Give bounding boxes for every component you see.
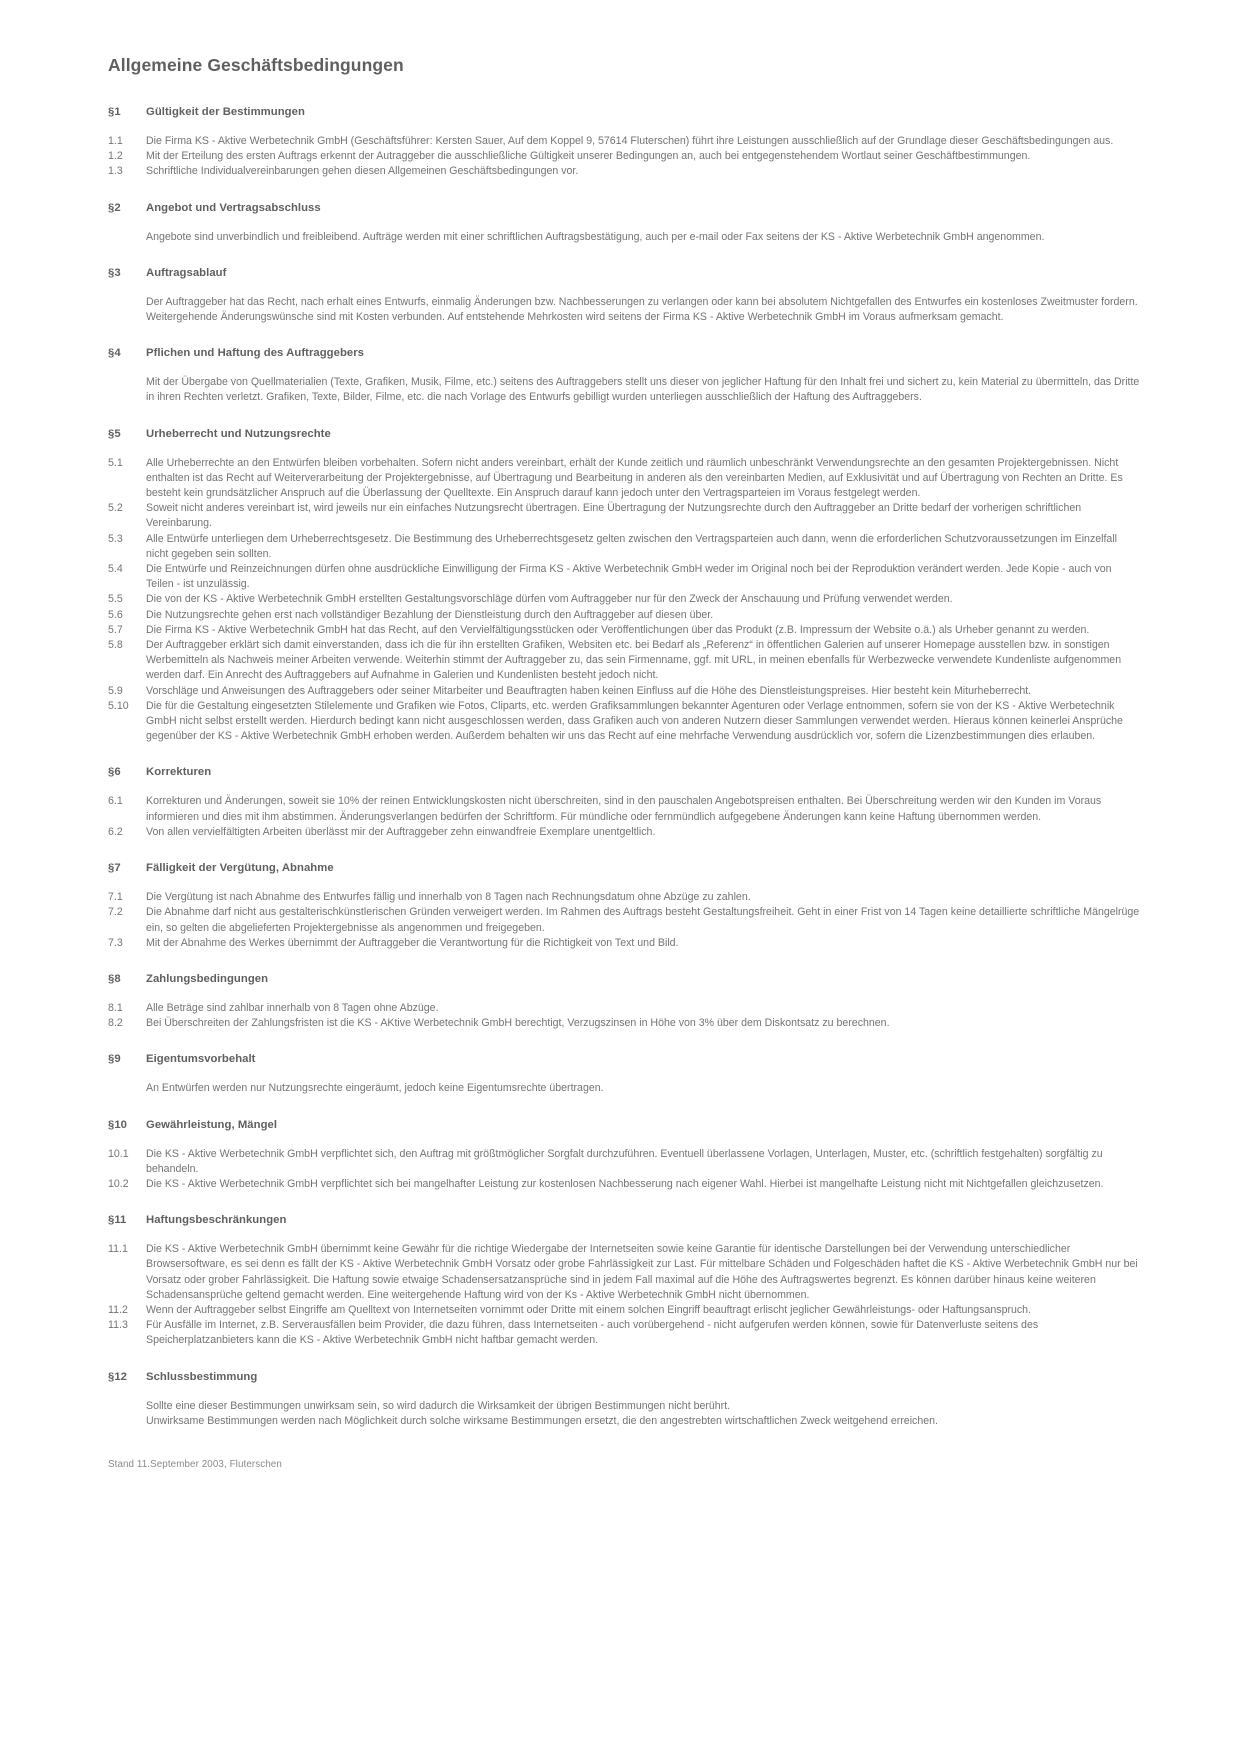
section-number: §9 <box>108 1053 121 1066</box>
section <box>108 1371 1140 1429</box>
clause-number: 5.1 <box>108 456 123 469</box>
clause <box>108 1303 1140 1318</box>
clause <box>108 164 1140 179</box>
clause <box>108 134 1140 149</box>
section-heading <box>108 1119 1140 1131</box>
section-title: Angebot und Vertragsabschluss <box>146 201 321 214</box>
clause-list <box>108 1399 1140 1429</box>
clause <box>108 623 1140 638</box>
clause-text: Die KS - Aktive Werbetechnik GmbH verpflichtet sich, den Auftrag mit größtmöglicher Sorgfalt durchzuführen. Eventuell überlassene Vorlagen, Unterlagen, Muster, etc. (schriftlich festgehalten) sorgfältig zu behandeln. <box>146 1147 1103 1175</box>
clause-number: 8.1 <box>108 1001 123 1014</box>
section-number: §11 <box>108 1214 127 1227</box>
section <box>108 1053 1140 1096</box>
clause-text: Die von der KS - Aktive Werbetechnik GmbH erstellten Gestaltungsvorschläge dürfen vom Auftraggeber nur für den Zweck der Anschauung und Prüfung verwendet werden. <box>146 593 953 606</box>
clause-text: Unwirksame Bestimmungen werden nach Möglichkeit durch solche wirksame Bestimmungen ersetzt, die den angestrebten wirtschaftlichen Zweck weitgehend erreichen. <box>146 1414 938 1427</box>
clause-text: Die Firma KS - Aktive Werbetechnik GmbH hat das Recht, auf den Vervielfältigungsstücken oder Veröffentlichungen über das Produkt (z.B. Impressum der Website o.ä.) als Urheber genannt zu werden. <box>146 623 1090 636</box>
clause-text: Korrekturen und Änderungen, soweit sie 10% der reinen Entwicklungskosten nicht überschreiten, sind in den pauschalen Angebotspreisen enthalten. Bei Überschreitung werden wir den Kunden im Voraus informieren und dies mit ihm abstimmen. Änderungsverlangen bedürfen der Schriftform. Für mündliche oder fernmündlich aufgegebene Änderungen kann keine Haftung übernommen werden. <box>146 795 1102 823</box>
clause-number: 11.1 <box>108 1243 128 1256</box>
clause <box>108 794 1140 824</box>
section-title: Gültigkeit der Bestimmungen <box>146 106 305 118</box>
section-title: Pflichen und Haftung des Auftraggebers <box>146 347 365 360</box>
clause-number: 5.10 <box>108 699 129 712</box>
clause-text: Die Nutzungsrechte gehen erst nach vollständiger Bezahlung der Dienstleistung durch den Auftraggeber auf diesen über. <box>146 608 714 621</box>
clause-list <box>108 230 1140 245</box>
clause-text: Wenn der Auftraggeber selbst Eingriffe am Quelltext von Internetseiten vornimmt oder Dritte mit einem solchen Eingriff beauftragt erlischt jeglicher Gewährleistungs- oder Haftungsanspruch. <box>146 1303 1032 1316</box>
section-title: Urheberrecht und Nutzungsrechte <box>146 427 331 440</box>
clause <box>108 825 1140 840</box>
clause-number: 10.2 <box>108 1177 129 1190</box>
clause <box>108 1081 1140 1096</box>
clause-number: 7.3 <box>108 936 123 949</box>
section <box>108 1119 1140 1193</box>
clause <box>108 295 1140 325</box>
section-heading <box>108 202 1140 214</box>
clause-number: 5.7 <box>108 623 123 636</box>
section <box>108 1214 1140 1348</box>
section-number: §3 <box>108 266 121 279</box>
section-heading <box>108 1053 1140 1065</box>
clause-text: An Entwürfen werden nur Nutzungsrechte eingeräumt, jedoch keine Eigentumsrechte übertragen. <box>146 1082 604 1095</box>
section-number: §1 <box>108 106 121 118</box>
clause-number: 5.5 <box>108 593 123 606</box>
clause <box>108 1016 1140 1031</box>
clause-list <box>108 1001 1140 1031</box>
clause <box>108 592 1140 607</box>
clause-text: Alle Beträge sind zahlbar innerhalb von 8 Tagen ohne Abzüge. <box>146 1001 439 1014</box>
clause-list <box>108 1147 1140 1193</box>
clause-number: 7.2 <box>108 906 123 919</box>
clause-number: 6.1 <box>108 795 123 808</box>
clause-text: Für Ausfälle im Internet, z.B. Serverausfällen beim Provider, die dazu führen, dass Internetseiten - auch vorübergehend - nicht aufgerufen werden können, sowie für Datenverluste seitens des Speicherplatzanbieters kann die KS - Aktive Werbetechnik GmbH nicht haftbar gemacht werden. <box>146 1319 1039 1347</box>
clause-number: 7.1 <box>108 891 123 904</box>
section-title: Fälligkeit der Vergütung, Abnahme <box>146 862 334 875</box>
sections-container <box>108 106 1140 1429</box>
clause-list <box>108 295 1140 325</box>
page-title: Allgemeine Geschäftsbedingungen <box>108 55 404 75</box>
clause-text: Die Vergütung ist nach Abnahme des Entwurfes fällig und innerhalb von 8 Tagen nach Rechnungsdatum ohne Abzüge zu zahlen. <box>146 891 751 904</box>
section <box>108 267 1140 325</box>
section <box>108 862 1140 951</box>
clause <box>108 1001 1140 1016</box>
clause-text: Die Abnahme darf nicht aus gestalterischkünstlerischen Gründen verweigert werden. Im Rahmen des Auftrags besteht Gestaltungsfreiheit. Geht in einer Frist von 14 Tagen keine detaillierte schriftliche Mängelrüge ein, so gelten die abgelieferten Projektergebnisse als angenommen und freigegeben. <box>146 906 1140 934</box>
clause-text: Soweit nicht anderes vereinbart ist, wird jeweils nur ein einfaches Nutzungsrecht übertragen. Eine Übertragung der Nutzungsrechte durch den Auftraggeber an Dritte bedarf der vorherigen schriftlichen Vereinbarung. <box>146 502 1082 530</box>
section-heading <box>108 347 1140 359</box>
clause-text: Die Firma KS - Aktive Werbetechnik GmbH (Geschäftsführer: Kersten Sauer, Auf dem Koppel 9, 57614 Fluterschen) führt ihre Leistungen ausschließlich auf der Grundlage dieser Geschäftsbedingungen aus. <box>146 135 1114 147</box>
section-number: §10 <box>108 1118 127 1131</box>
clause-number: 5.6 <box>108 608 123 621</box>
clause-text: Der Auftraggeber hat das Recht, nach erhalt eines Entwurfs, einmalig Änderungen bzw. Nachbesserungen zu verlangen oder kann bei absolutem Nichtgefallen des Entwurfes ein kostenloses Zweitmuster fordern. Weitergehende Änderungswünsche sind mit Kosten verbunden. Auf entstehende Mehrkosten wird seitens der Firma KS - Aktive Werbetechnik GmbH im Voraus aufmerksam gemacht. <box>146 295 1138 324</box>
section-title: Gewährleistung, Mängel <box>146 1118 278 1131</box>
clause <box>108 562 1140 592</box>
clause-number: 5.3 <box>108 532 123 545</box>
clause-list <box>108 794 1140 840</box>
section-title: Schlussbestimmung <box>146 1370 258 1383</box>
clause-list <box>108 1081 1140 1096</box>
section-title: Auftragsablauf <box>146 266 227 279</box>
clause-text: Schriftliche Individualvereinbarungen gehen diesen Allgemeinen Geschäftsbedingungen vor. <box>146 165 579 178</box>
clause <box>108 149 1140 164</box>
clause <box>108 532 1140 562</box>
clause-number: 11.3 <box>108 1319 128 1332</box>
clause <box>108 1177 1140 1192</box>
clause-number: 5.4 <box>108 563 123 576</box>
clause-text: Mit der Übergabe von Quellmaterialien (Texte, Grafiken, Musik, Filme, etc.) seitens des Auftraggebers stellt uns dieser von jeglicher Haftung für den Inhalt frei und sichert zu, kein Material zu übermitteln, das Dritte in ihren Rechten verletzt. Grafiken, Texte, Bilder, Filme, etc. die nach Vorlage des Entwurfs gebilligt wurden unterliegen ausschließlich der Haftung des Auftraggebers. <box>146 376 1140 404</box>
clause-number: 5.8 <box>108 639 123 652</box>
clause <box>108 501 1140 531</box>
clause <box>108 608 1140 623</box>
section-number: §7 <box>108 862 121 875</box>
clause <box>108 684 1140 699</box>
clause <box>108 456 1140 502</box>
clause-text: Sollte eine dieser Bestimmungen unwirksam sein, so wird dadurch die Wirksamkeit der übrigen Bestimmungen nicht berührt. <box>146 1399 731 1412</box>
section-heading <box>108 428 1140 440</box>
clause-list <box>108 1242 1140 1348</box>
section-title: Eigentumsvorbehalt <box>146 1053 256 1066</box>
clause-text: Angebote sind unverbindlich und freibleibend. Aufträge werden mit einer schriftlichen Auftragsbestätigung, auch per e-mail oder Fax seitens der KS - Aktive Werbetechnik GmbH angenommen. <box>146 230 1045 243</box>
section-number: §4 <box>108 347 121 360</box>
clause-number: 5.9 <box>108 684 123 697</box>
clause-text: Mit der Erteilung des ersten Auftrags erkennt der Autraggeber die ausschließliche Gültigkeit unserer Bedingungen an, auch bei entgegenstehendem Wortlaut seiner Geschäftbestimmungen. <box>146 150 1031 163</box>
clause <box>108 1399 1140 1414</box>
clause-number: 1.3 <box>108 165 123 178</box>
clause-text: Von allen vervielfältigten Arbeiten überlässt mir der Auftraggeber zehn einwandfreie Exemplare unentgeltlich. <box>146 825 656 838</box>
section <box>108 766 1140 840</box>
clause-number: 1.2 <box>108 150 123 163</box>
clause <box>108 905 1140 935</box>
clause-text: Alle Entwürfe unterliegen dem Urheberrechtsgesetz. Die Bestimmung des Urheberrechtsgesetz gelten zwischen den Vertragsparteien auch dann, wenn die erforderlichen Schutzvoraussetzungen im Einzelfall nicht gegeben sein sollten. <box>146 532 1118 560</box>
section <box>108 347 1140 405</box>
clause <box>108 1414 1140 1429</box>
clause <box>108 230 1140 245</box>
clause-text: Bei Überschreiten der Zahlungsfristen ist die KS - AKtive Werbetechnik GmbH berechtigt, Verzugszinsen in Höhe von 3% über dem Diskontsatz zu berechnen. <box>146 1017 890 1030</box>
section <box>108 202 1140 245</box>
clause-text: Vorschläge und Anweisungen des Auftraggebers oder seiner Mitarbeiter und Beauftragten haben keinen Einfluss auf die Höhe des Dienstleistungspreises. Hier besteht kein Miturheberrecht. <box>146 684 1032 697</box>
section-heading <box>108 862 1140 874</box>
clause-text: Alle Urheberrechte an den Entwürfen bleiben vorbehalten. Sofern nicht anders vereinbart, erhält der Kunde zeitlich und räumlich unbeschränkt Verwendungsrechte an den gesamten Projektergebnissen. Nicht enthalten ist das Recht auf Weiterverarbeitung der Projektergebnisse, auf Übertragung und Bearbeitung in anderen als den vereinbarten Medien, auf Exklusivität und auf Übertragung von Rechten an Dritte. Es besteht kein grundsätzlicher Anspruch auf die Überlassung der Quelltexte. Ein Anspruch darauf kann jedoch unter den Vertragsparteien im Voraus festgelegt werden. <box>146 456 1123 500</box>
clause <box>108 1242 1140 1303</box>
section-number: §2 <box>108 201 121 214</box>
section-heading <box>108 766 1140 778</box>
clause-text: Die KS - Aktive Werbetechnik GmbH übernimmt keine Gewähr für die richtige Wiedergabe der Internetseiten sowie keine Garantie für identische Darstellungen bei der Verwendung unterschiedlicher Browsersoftware, es sei denn es fällt der KS - Aktive Werbetechnik GmbH Vorsatz oder grobe Fahrlässigkeit zur Last. Für mittelbare Schäden und Folgeschäden haftet die KS - Aktive Werbetechnik GmbH nur bei Vorsatz oder grober Fahrlässigkeit. Die Haftung sowie etwaige Schadensersatzansprüche sind in jedem Fall maximal auf die Höhe des Auftragswertes begrenzt. Es können darüber hinaus keine weiteren Schadensansprüche geltend gemacht werden. Eine weitergehende Haftung wird von der Ks - Aktive Werbetechnik GmbH nicht übernommen. <box>146 1243 1138 1301</box>
clause <box>108 890 1140 905</box>
section-title: Haftungsbeschränkungen <box>146 1214 287 1227</box>
clause-list <box>108 456 1140 745</box>
section-number: §6 <box>108 766 121 779</box>
section-number: §8 <box>108 972 121 985</box>
clause-number: 5.2 <box>108 502 123 515</box>
section-heading <box>108 973 1140 985</box>
clause-text: Der Auftraggeber erklärt sich damit einverstanden, dass ich die für ihn erstellten Grafiken, Websiten etc. bei Bedarf als „Referenz“ in öffentlichen Galerien auf unserer Homepage ausstellen bzw. in sonstigen Werbemitteln als Nachweis meiner Arbeiten verwende. Weiterhin stimmt der Auftraggeber zu, das sein Firmenname, ggf. mit URL, in meinen ebenfalls für Werbezwecke verwendete Kundenliste aufgenommen werden darf. Ein Anrecht des Auftraggebers auf Aufnahme in Galerien und Kundenlisten besteht jedoch nicht. <box>146 639 1122 682</box>
clause <box>108 1318 1140 1348</box>
section-number: §12 <box>108 1370 127 1383</box>
clause-number: 6.2 <box>108 825 123 838</box>
clause-number: 11.2 <box>108 1303 128 1316</box>
section-heading <box>108 1371 1140 1383</box>
clause-list <box>108 375 1140 405</box>
clause-text: Die für die Gestaltung eingesetzten Stilelemente und Grafiken wie Fotos, Cliparts, etc. werden Grafiksammlungen bekannter Agenturen oder Verlage entnommen, sofern sie von der KS - Aktive Werbetechnik GmbH nicht selbst erstellt werden. Hierdurch bedingt kann nicht ausgeschlossen werden, dass Grafiken auch von anderen Nutzern dieser Sammlungen verwendet werden. Hieraus können keinerlei Ansprüche gegenüber der KS - Aktive Werbetechnik GmbH erhoben werden. Außerdem behalten wir uns das Recht auf eine mehrfache Verwendung ausdrücklich vor, sofern die Lizenzbestimmungen dies erlauben. <box>146 699 1123 743</box>
section <box>108 106 1140 180</box>
clause <box>108 375 1140 405</box>
clause-number: 8.2 <box>108 1017 123 1030</box>
clause-text: Mit der Abnahme des Werkes übernimmt der Auftraggeber die Verantwortung für die Richtigkeit von Text und Bild. <box>146 936 679 949</box>
section-heading <box>108 1214 1140 1226</box>
section-heading <box>108 267 1140 279</box>
section-title: Zahlungsbedingungen <box>146 972 269 985</box>
section-title: Korrekturen <box>146 766 212 779</box>
section-number: §5 <box>108 427 121 440</box>
clause <box>108 1147 1140 1177</box>
clause-list <box>108 134 1140 180</box>
clause-number: 1.1 <box>108 135 123 147</box>
clause-number: 10.1 <box>108 1147 129 1160</box>
section <box>108 973 1140 1031</box>
clause <box>108 936 1140 951</box>
clause-text: Die Entwürfe und Reinzeichnungen dürfen ohne ausdrückliche Einwilligung der Firma KS - Aktive Werbetechnik GmbH weder im Original noch bei der Reproduktion verändert werden. Jede Kopie - auch von Teilen - ist unzulässig. <box>146 563 1112 591</box>
clause-list <box>108 890 1140 951</box>
section <box>108 428 1140 745</box>
clause <box>108 699 1140 745</box>
document-footer: Stand 11.September 2003, Fluterschen <box>108 1458 282 1470</box>
section-heading <box>108 106 1140 118</box>
clause <box>108 638 1140 684</box>
clause-text: Die KS - Aktive Werbetechnik GmbH verpflichtet sich bei mangelhafter Leistung zur kostenlosen Nachbesserung nach eigener Wahl. Hierbei ist mangelhafte Leistung nicht mit Nichtgefallen gleichzusetzen. <box>146 1177 1104 1190</box>
